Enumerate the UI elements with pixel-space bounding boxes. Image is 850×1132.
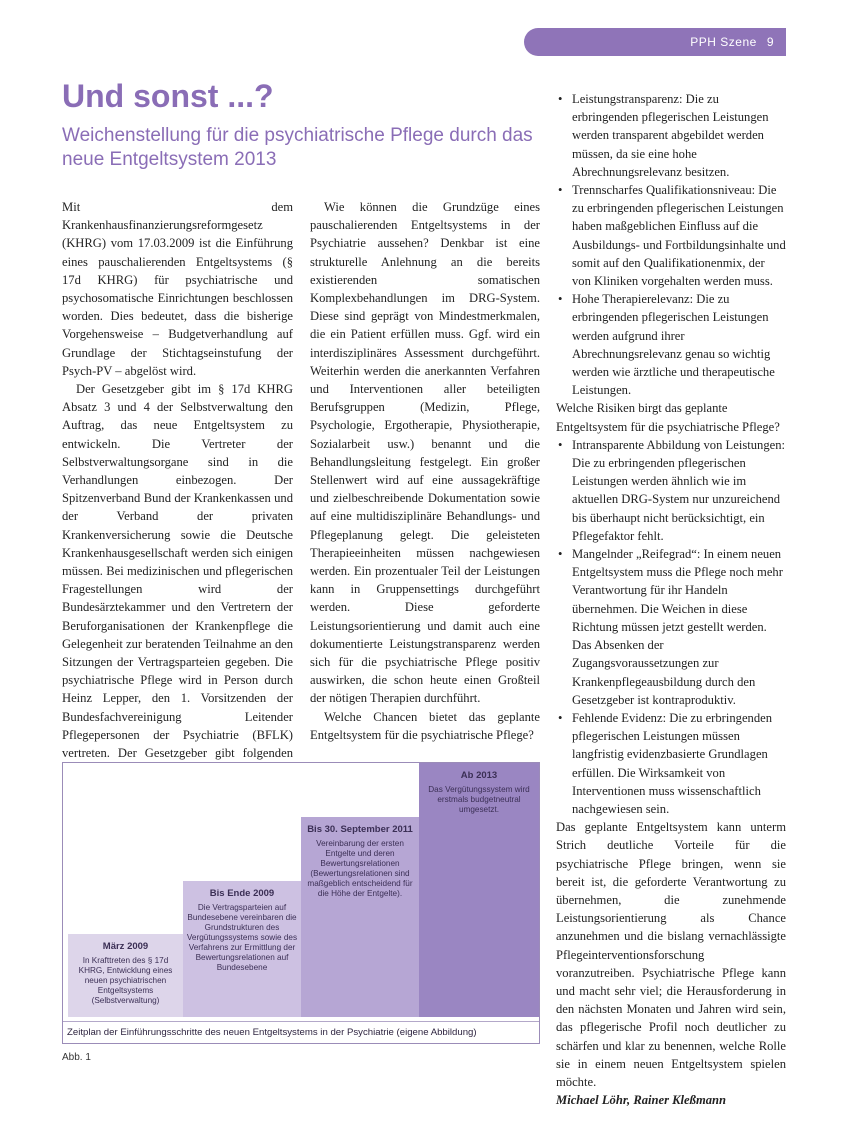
timeline-step-2013	[419, 763, 539, 1017]
list-item: • Hohe Therapierelevanz: Die zu erbringenden pflegerischen Leistungen werden aufgrund ihrer Abrechnungsrelevanz genau so wichtig werden wie ärztliche und therapeutische Leistungen.	[572, 290, 786, 399]
list-item: • Fehlende Evidenz: Die zu erbringenden pflegerischen Leistungen müssen langfristig evidenzbasierte Grundlagen erfüllen. Die Wirksamkeit von Interventionen muss wissenschaftlich nachgewiesen sein.	[572, 709, 786, 818]
article-title: Und sonst ...?	[62, 78, 274, 114]
step-text: Vereinbarung der ersten Entgelte und deren Bewertungsrelationen (Bewertungsrelationen sind maßgeblich entscheidend für die Höhe der Entgelte).	[307, 839, 413, 898]
step-text: Die Vertragsparteien auf Bundesebene vereinbaren die Grundstrukturen des Vergütungssystems sowie des Verfahrens zur Ermittlung der Bewertungsrelationen auf Bundesebene	[186, 903, 298, 972]
author-signature: Michael Löhr, Rainer Kleßmann	[556, 1093, 727, 1108]
timeline-step-end-2009	[183, 881, 301, 1017]
step-text: In Krafttreten des § 17d KHRG, Entwicklung eines neuen psychiatrischen Entgeltsystems (Selbstverwaltung)	[78, 956, 173, 1005]
risks-list	[556, 436, 786, 818]
text-column-3	[556, 90, 786, 1109]
chances-list	[556, 90, 786, 399]
step-title: Ab 2013	[460, 770, 498, 781]
text-column-2	[310, 198, 540, 744]
step-title: Bis Ende 2009	[209, 888, 275, 899]
conclusion-paragraph: Das geplante Entgeltsystem kann unterm Strich deutliche Vorteile für die psychiatrische Pflege bringen, wenn sie bereit ist, die geforderte Verantwortung zu übernehmen, die zunehmende Leistungsorientierung als Chance anzunehmen und die bislang vernachlässigte Pflegeinterventionsforschung voranzutreiben. Psychiatrische Pflege kann und macht sehr viel; die Herausforderung in den nächsten Monaten und Jahren wird sein, das pflegerische Profil noch deutlicher zu schärfen und klar zu benennen, welche Rolle sie in einem neuen Entgeltsystem spielen möchte.	[556, 820, 786, 1089]
timeline-step-march-2009	[68, 934, 183, 1017]
publication-name: PPH Szene	[690, 35, 757, 49]
timeline-step-sept-2011	[301, 817, 419, 1017]
article-subtitle: Weichenstellung für die psychiatrische Pflege durch das neue Entgeltsystem 2013	[62, 125, 533, 170]
chances-question: Welche Chancen bietet das geplante Entgeltsystem für die psychiatrische Pflege?	[310, 709, 540, 742]
paragraph: Der Gesetzgeber gibt im § 17d KHRG Absatz 3 und 4 der Selbstverwaltung den Auftrag, das neue Entgeltsystem zu entwickeln. Die Vertreter der Selbstverwaltungsorgane sind in die Verhandlungen einbezogen. Der Spitzenverband Bund der Krankenkassen und der Verband der privaten Krankenversicherung sowie die Deutsche Krankenhausgesellschaft werden sich einigen müssen. Bei medizinischen und pflegerischen Fragestellungen wird der Bundesärztekammer und den Vertretern der Beruforganisationen der Krankenpflege die Gelegenheit zur beratenden Teilnahme an den Sitzungen der Vertragsparteien gegeben. Die psychiatrische Pflege wird in Person durch Heinz Lepper, den 1. Vorsitzenden der Bundesfachvereinigung Leitender Pflegepersonen der Psychiatrie (BFLK) vertreten. Der Gesetzgeber gibt folgenden	[62, 382, 293, 761]
step-title: Bis 30. September 2011	[307, 824, 413, 835]
figure-label: Abb. 1	[62, 1052, 91, 1063]
list-item: • Intransparente Abbildung von Leistungen: Die zu erbringenden pflegerischen Leistungen werden ähnlich wie im aktuellen DRG-System nur unzureichend bis überhaupt nicht berücksichtigt, ein Pflegefaktor fehlt.	[572, 436, 786, 545]
step-text: Das Vergütungssystem wird erstmals budgetneutral umgesetzt.	[428, 785, 530, 814]
risks-question: Welche Risiken birgt das geplante Entgeltsystem für die psychiatrische Pflege?	[556, 401, 780, 434]
figure-caption: Zeitplan der Einführungsschritte des neuen Entgeltsystems in der Psychiatrie (eigene Abbildung)	[63, 1021, 539, 1043]
timeline-figure	[62, 762, 540, 1044]
list-item: • Leistungstransparenz: Die zu erbringenden pflegerischen Leistungen werden transparent abgebildet werden müssen, da sie eine hohe Abrechnungsrelevanz besitzen.	[572, 90, 786, 181]
page-number: 9	[766, 35, 774, 49]
paragraph: Mit dem Krankenhausfinanzierungsreformgesetz (KHRG) vom 17.03.2009 ist die Einführung eines pauschalierenden Entgeltsystems (§ 17d KHRG) für psychiatrische und psychosomatische Einrichtungen beschlossen worden. Dies bedeutet, dass die bisherige Vorgehensweise – Budgetverhandlung auf Grundlage der Stichtagseinstufung der Psych-PV – abgelöst wird.	[62, 200, 293, 378]
text-column-1	[62, 198, 293, 799]
list-item: • Mangelnder „Reifegrad“: In einem neuen Entgeltsystem muss die Pflege noch mehr Verantwortung für ihr Handeln übernehmen. Die Weichen in diese Richtung müssen jetzt gestellt werden. Das Absenken der Zugangsvoraussetzungen zur Krankenpflegeausbildung durch den Gesetzgeber ist kontraproduktiv.	[572, 545, 786, 709]
page-header-tab	[524, 28, 786, 56]
paragraph: Wie können die Grundzüge eines pauschalierenden Entgeltsystems in der Psychiatrie aussehen? Denkbar ist eine strukturelle Anlehnung an die bereits existierenden somatischen Komplexbehandlungen im DRG-System. Diese sind geprägt von Mindestmerkmalen, die ein Patient erfüllen muss. Ggf. wird ein interdisziplinäres Assessment durchgeführt. Weiterhin werden die anerkannten Verfahren und Interventionen aller beteiligten Berufsgruppen (Medizin, Pflege, Psychologie, Ergotherapie, Physiotherapie, Sozialarbeit usw.) benannt und die Behandlungsleitung festgelegt. Ein großer Stellenwert wird auf eine aussagekräftige und zielbeschreibende Dokumentation sowie auf eine multidisziplinäre Behandlungs- und Pflegeplanung gelegt. Die geleisteten Therapieeinheiten müssen nachgewiesen werden. Ein prozentualer Teil der Leistungen kann in Gruppensettings durchgeführt werden. Diese geforderte Leistungsorientierung und damit auch eine dokumentierte Leistungstransparenz werden sich für die psychiatrische Pflege positiv auswirken, die schon heute einen Großteil der nötigen Therapien durchführt.	[310, 200, 540, 706]
step-title: März 2009	[102, 941, 149, 952]
list-item: • Trennscharfes Qualifikationsniveau: Die zu erbringenden pflegerischen Leistungen haben maßgeblichen Einfluss auf die Ausbildungs- und Fortbildungsinhalte und somit auf den Qualifikationenmix, der von Kliniken vorgehalten werden muss.	[572, 181, 786, 290]
